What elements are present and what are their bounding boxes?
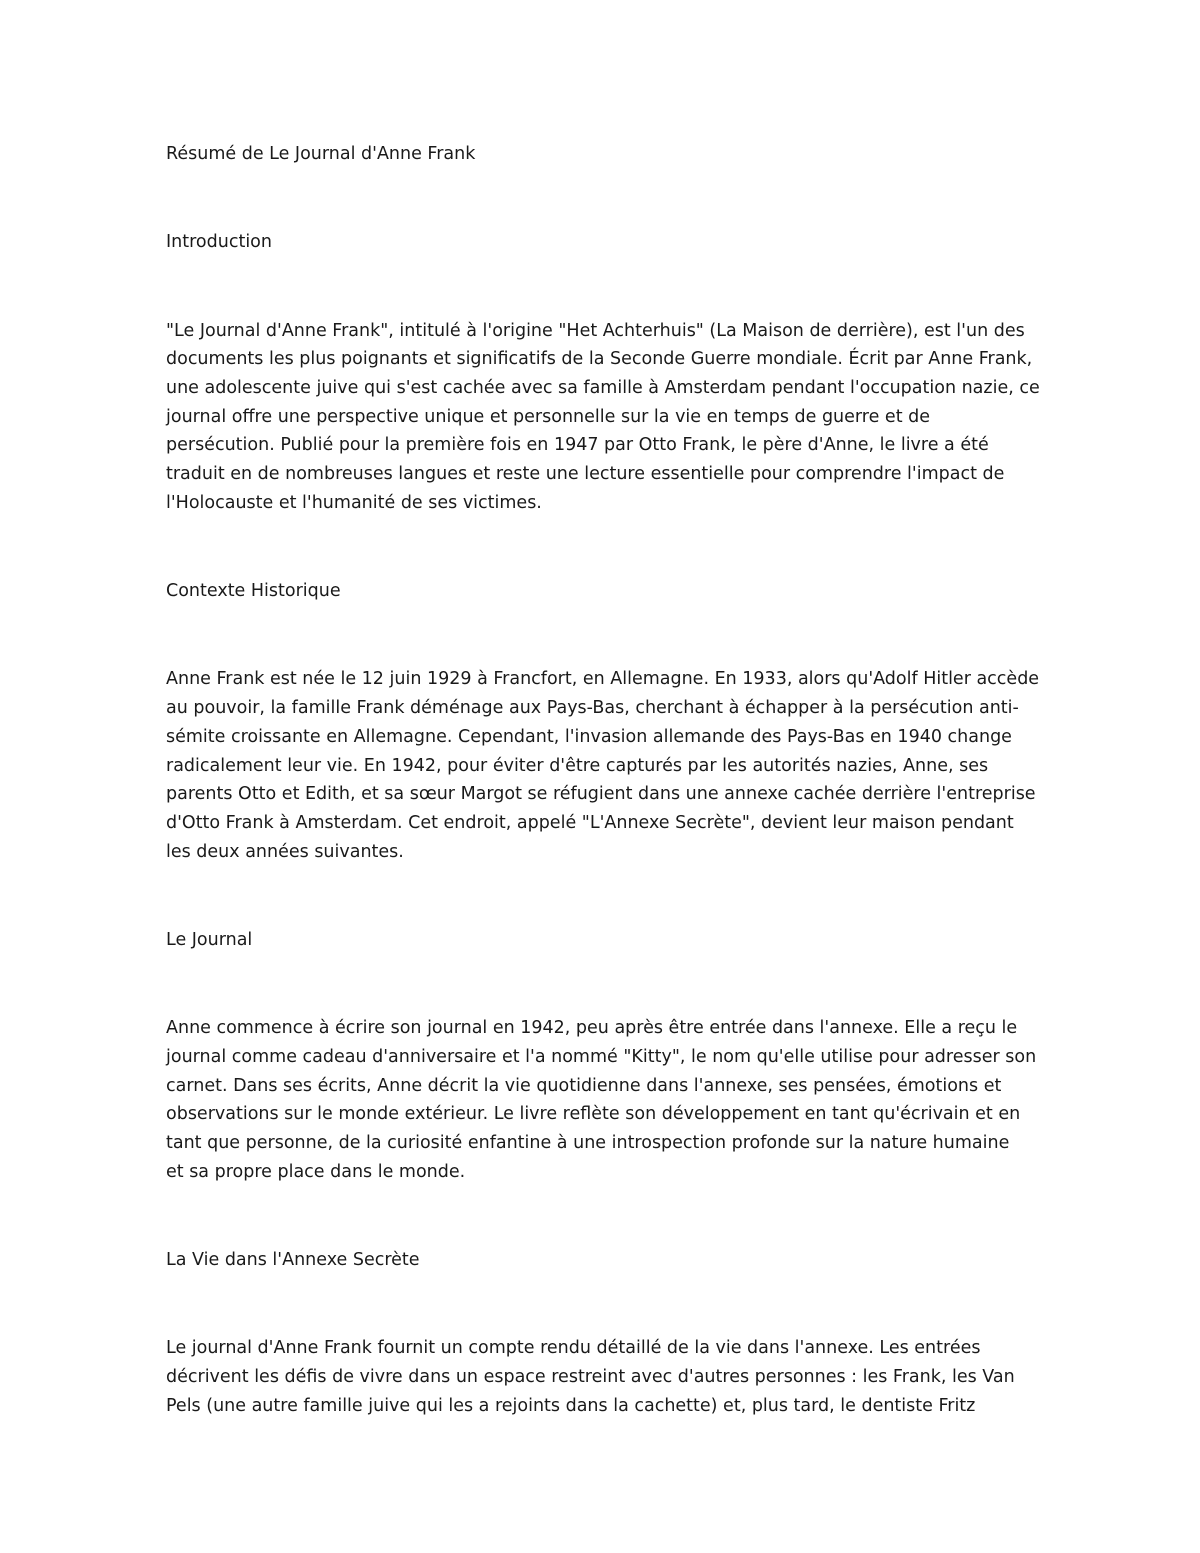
section-paragraph-la-vie-dans-l-annexe	[166, 1334, 1046, 1420]
text-line: observations sur le monde extérieur. Le livre reflète son développement en tant qu'écrivain et en	[166, 1104, 1021, 1125]
text-line: d'Otto Frank à Amsterdam. Cet endroit, appelé "L'Annexe Secrète", devient leur maison pendant	[166, 812, 1014, 833]
text-line: "Le Journal d'Anne Frank", intitulé à l'origine "Het Achterhuis" (La Maison de derrière), est l'un des	[166, 320, 1025, 341]
text-line: l'Holocauste et l'humanité de ses victimes.	[166, 492, 542, 513]
text-line: Pels (une autre famille juive qui les a rejoints dans la cachette) et, plus tard, le dentiste Fritz	[166, 1395, 976, 1416]
text-line: et sa propre place dans le monde.	[166, 1161, 466, 1182]
section-heading-contexte-historique: Contexte Historique	[166, 581, 341, 602]
section-heading-la-vie-dans-l-annexe: La Vie dans l'Annexe Secrète	[166, 1250, 420, 1271]
text-line: traduit en de nombreuses langues et reste une lecture essentielle pour comprendre l'impact de	[166, 464, 1005, 485]
section-paragraph-contexte-historique	[166, 665, 1046, 866]
text-line: les deux années suivantes.	[166, 841, 404, 862]
text-line: Le journal d'Anne Frank fournit un compte rendu détaillé de la vie dans l'annexe. Les entrées	[166, 1338, 981, 1359]
text-line: parents Otto et Edith, et sa sœur Margot se réfugient dans une annexe cachée derrière l'entreprise	[166, 784, 1036, 805]
section-heading-introduction: Introduction	[166, 232, 272, 253]
document-body	[166, 140, 1046, 1480]
document-title: Résumé de Le Journal d'Anne Frank	[166, 144, 476, 164]
text-line: journal comme cadeau d'anniversaire et l'a nommé "Kitty", le nom qu'elle utilise pour adresser son	[166, 1046, 1037, 1067]
text-line: décrivent les défis de vivre dans un espace restreint avec d'autres personnes : les Frank, les Van	[166, 1367, 1015, 1388]
text-line: sémite croissante en Allemagne. Cependant, l'invasion allemande des Pays-Bas en 1940 change	[166, 726, 1012, 747]
section-paragraph-le-journal	[166, 1014, 1046, 1186]
text-line: radicalement leur vie. En 1942, pour éviter d'être capturés par les autorités nazies, Anne, ses	[166, 755, 989, 776]
text-line: au pouvoir, la famille Frank déménage aux Pays-Bas, cherchant à échapper à la persécution anti-	[166, 698, 1019, 719]
text-line: Anne Frank est née le 12 juin 1929 à Francfort, en Allemagne. En 1933, alors qu'Adolf Hitler accède	[166, 669, 1040, 690]
text-line: tant que personne, de la curiosité enfantine à une introspection profonde sur la nature humaine	[166, 1133, 1010, 1154]
text-line: documents les plus poignants et significatifs de la Seconde Guerre mondiale. Écrit par Anne Frank,	[166, 349, 1033, 370]
section-paragraph-introduction	[166, 317, 1046, 518]
section-heading-le-journal: Le Journal	[166, 929, 253, 950]
text-line: persécution. Publié pour la première fois en 1947 par Otto Frank, le père d'Anne, le livre a été	[166, 435, 989, 456]
text-line: journal offre une perspective unique et personnelle sur la vie en temps de guerre et de	[166, 406, 931, 427]
text-line: carnet. Dans ses écrits, Anne décrit la vie quotidienne dans l'annexe, ses pensées, émotions et	[166, 1075, 1002, 1096]
text-line: Anne commence à écrire son journal en 1942, peu après être entrée dans l'annexe. Elle a reçu le	[166, 1018, 1018, 1039]
text-line: une adolescente juive qui s'est cachée avec sa famille à Amsterdam pendant l'occupation nazie, ce	[166, 378, 1040, 398]
